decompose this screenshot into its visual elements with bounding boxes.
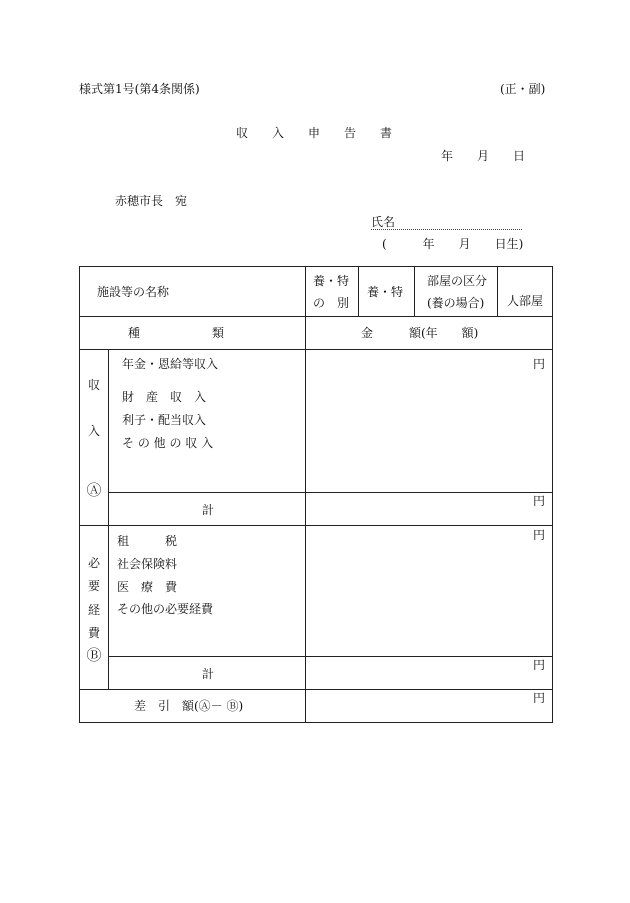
care-type-label: 養・特 (313, 274, 350, 288)
column-amount-header: 金 額(年 額) (361, 326, 479, 340)
income-item: 財 産 収 入 (122, 390, 207, 404)
name-label: 氏名 (371, 215, 396, 229)
expense-total-label: 計 (202, 667, 215, 681)
expense-total-field[interactable] (306, 657, 552, 689)
income-item: そ の 他 の 収 入 (122, 436, 214, 450)
addressee: 赤穂市長 宛 (115, 194, 188, 208)
income-side-char: 入 (87, 424, 100, 438)
room-type-label-2: (養の場合) (427, 296, 485, 310)
expense-yen-unit: 円 (533, 528, 546, 542)
copy-type: (正・副) (500, 82, 546, 96)
expense-mark-b: Ⓑ (86, 646, 102, 664)
date-line: 年 月 日 (441, 149, 526, 163)
expense-item: その他の必要経費 (117, 602, 214, 616)
expense-total-yen-unit: 円 (533, 658, 546, 672)
income-item: 年金・恩給等収入 (122, 357, 219, 371)
birth-date-line: ( 年 月 日生) (382, 237, 524, 251)
column-type-header: 種 類 (128, 326, 225, 340)
expense-item: 医 療 費 (117, 580, 178, 594)
income-mark-a: Ⓐ (86, 481, 102, 499)
room-type-label: 部屋の区分 (427, 274, 488, 288)
income-item: 利子・配当収入 (122, 413, 207, 427)
facility-name-label: 施設等の名称 (97, 285, 170, 299)
room-type-value[interactable]: 人部屋 (507, 294, 544, 308)
income-side-char: 収 (87, 378, 100, 392)
expense-side-char: 経 (87, 603, 100, 617)
income-yen-unit: 円 (533, 357, 546, 371)
care-type-label-2: の 別 (313, 296, 350, 310)
name-field[interactable] (371, 229, 522, 230)
care-type-value[interactable]: 養・特 (367, 285, 404, 299)
income-amount-field[interactable] (306, 350, 552, 492)
expense-item: 租 税 (117, 534, 178, 548)
document-title: 収 入 申 告 書 (236, 126, 393, 140)
difference-yen-unit: 円 (533, 691, 546, 705)
expense-amount-field[interactable] (306, 526, 552, 656)
difference-amount-field[interactable] (306, 690, 552, 722)
difference-label: 差 引 額(Ⓐ－ Ⓑ) (134, 699, 244, 713)
expense-side-char: 要 (87, 579, 100, 593)
expense-item: 社会保険料 (117, 557, 178, 571)
income-total-label: 計 (202, 503, 215, 517)
form-number: 様式第1号(第4条関係) (79, 82, 200, 96)
income-total-field[interactable] (306, 493, 552, 525)
expense-side-char: 費 (87, 626, 100, 640)
expense-side-char: 必 (87, 556, 100, 570)
income-total-yen-unit: 円 (533, 494, 546, 508)
